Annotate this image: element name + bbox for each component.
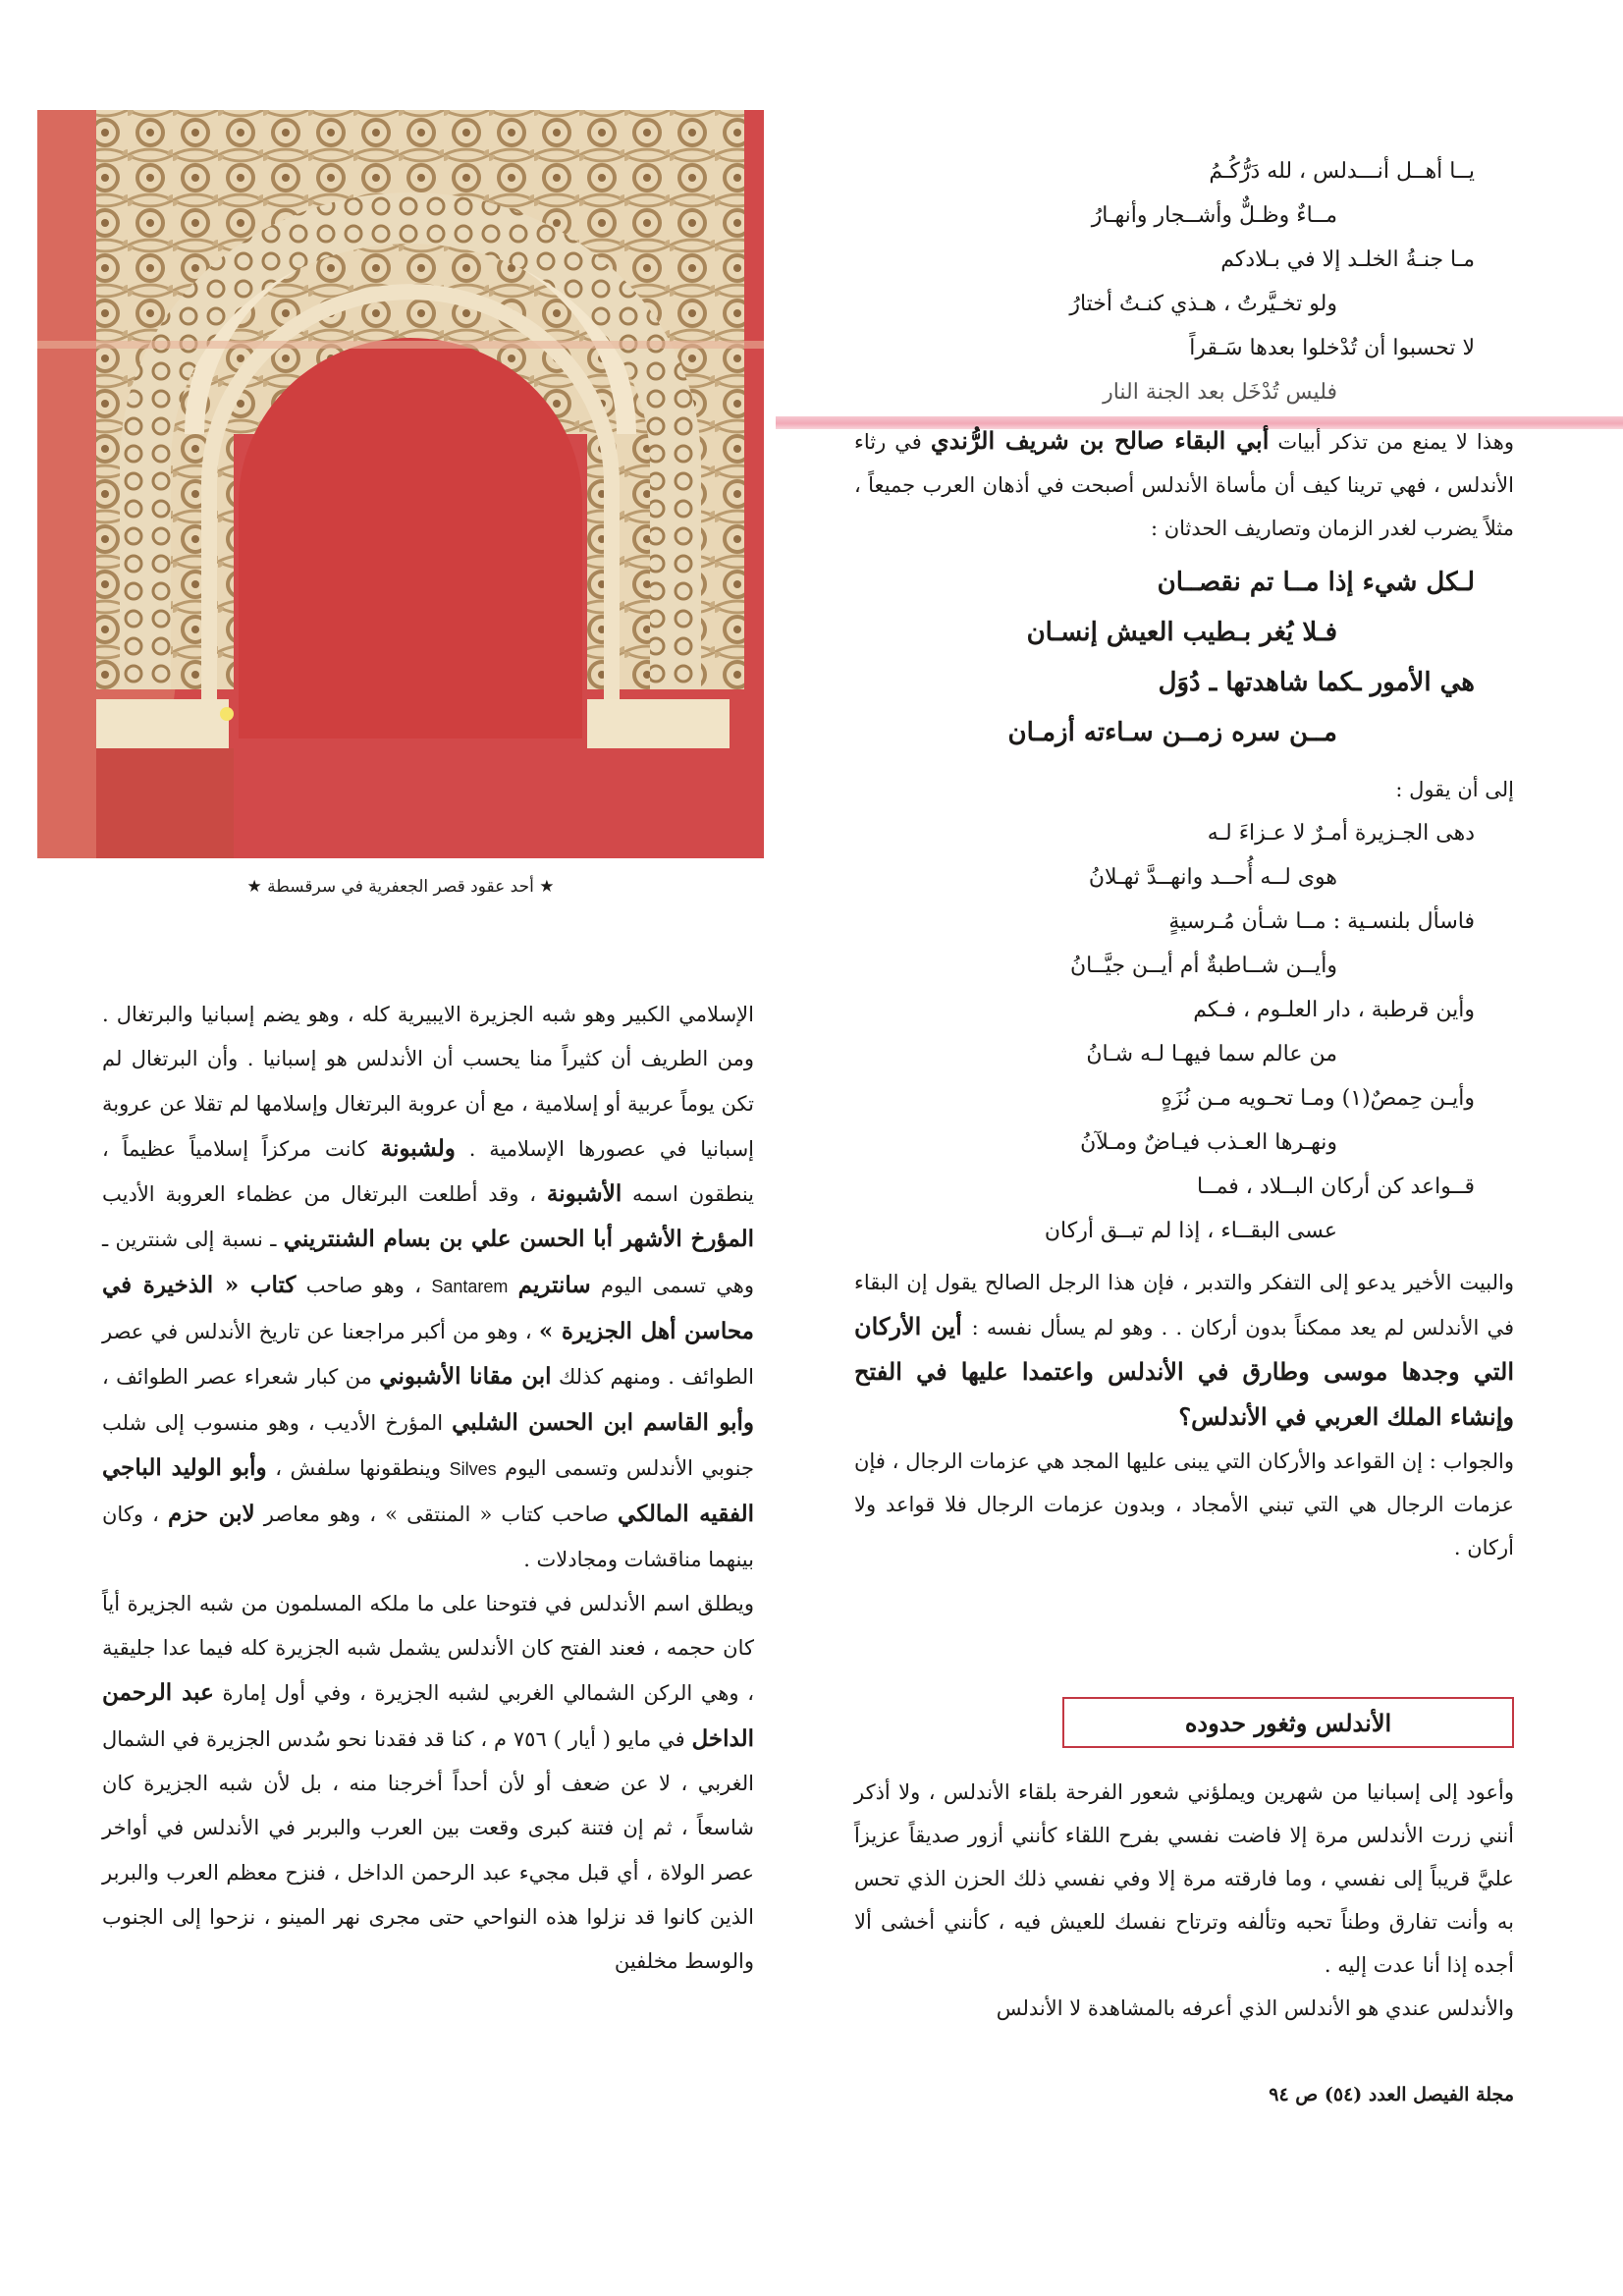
arch-photo	[37, 110, 764, 858]
poem1-line: مــاءٌ وظـلٌّ وأشــجار وأنهـارُ	[1091, 203, 1337, 228]
left-column	[102, 993, 754, 1985]
poem1-line: ولو تخـيَّرتُ ، هـذي كنـتُ أختارُ	[1069, 292, 1337, 316]
poem3-line: عسى البقــاء ، إذا لم تبــق أركان	[1044, 1219, 1337, 1243]
paragraph-return-spain: وأعود إلى إسبانيا من شهرين ويملؤني شعور الفرحة بلقاء الأندلس ، ولا أذكر أنني زرت الأندلس مرة إلا فاضت نفسي بفرح اللقاء كأنني أزور صديقاً عزيزاً عليَّ قريباً إلى نفسي ، وما فارقته مرة إلا وفي نفسي ذلك الحزن الذي تحس به وأنت تفارق وطناً تحبه وتألفه وترتاح نفسك للعيش فيه ، كأنني أخشى ألا أجده إذا أنا عدت إليه .	[854, 1780, 1514, 1977]
paragraph-rundi: وهذا لا يمنع من تذكر أبيات أبي البقاء صالح بن شريف الرُّندي في رثاء الأندلس ، فهي ترينا كيف أن مأساة الأندلس أصبحت في أذهان العرب جميعاً ، مثلاً يضرب لغدر الزمان وتصاريف الحدثان :	[854, 426, 1514, 540]
poem1-line: مـا جنـةُ الخلـد إلا في بـلادكم	[1220, 247, 1475, 272]
poem3-line: وأين قرطبة ، دار العلـوم ، فـكم	[1193, 998, 1475, 1022]
poem3-line: قــواعد كن أركان البــلاد ، فمــا	[1196, 1175, 1475, 1199]
poem3-line: فاسأل بلنسـية : مــا شـأن مُـرسيةٍ	[1168, 909, 1475, 934]
paragraph-answer: والجواب : إن القواعد والأركان التي يبنى عليها المجد هي عزمات الرجال ، فإن عزمات الرجال هي التي تبني الأمجاد ، وبدون عزمات الرجال فلا قواعد ولا أركان .	[854, 1449, 1514, 1559]
right-column	[854, 149, 1514, 1569]
poem1-line: فليس تُدْخَل بعد الجنة النار	[1103, 380, 1337, 405]
poem1-line: لا تحسبوا أن تُدْخلوا بعدها سَـقراً	[1189, 336, 1475, 360]
poem3-line: وأيـن حِمصٌ(١) ومـا تحـويه مـن نُزَهٍ	[1161, 1086, 1475, 1111]
poem2-line: فـلا يُغر بـطيب العيش إنسـان	[1026, 618, 1337, 647]
question-strong: أين الأركان التي وجدها موسى وطارق في الأندلس واعتمدا عليها في الفتح وإنشاء الملك العربي في الأندلس؟	[854, 1312, 1514, 1431]
poem3-line: من عالم سما فيهـا لـه شـانُ	[1086, 1042, 1337, 1066]
poem1-line: يــا أهــل أنـــدلس ، لله دَرُّكُـمُ	[1209, 159, 1475, 184]
poem2-line: لـكل شيء إذا مــا تم نقصــان	[1157, 568, 1475, 597]
paragraph-portugal: الإسلامي الكبير وهو شبه الجزيرة الايبيرية كله ، وهو يضم إسبانيا والبرتغال . ومن الطريف أن كثيراً منا يحسب أن الأندلس هو إسبانيا . وأن البرتغال لم تكن يوماً عربية أو إسلامية ، مع أن عروبة البرتغال وإسلامها لم تقلا عن عروبة إسبانيا في عصورها الإسلامية . ولشبونة كانت مركزاً إسلامياً عظيماً ، ينطقون اسمه الأشبونة ، وقد أطلعت البرتغال من عظماء العروبة الأديب المؤرخ الأشهر أبا الحسن علي بن بسام الشنتريني ـ نسبة إلى شنترين ـ وهي تسمى اليوم سانتريم Santarem ، وهو صاحب كتاب « الذخيرة في محاسن أهل الجزيرة » ، وهو من أكبر مراجعنا عن تاريخ الأندلس في عصر الطوائف . ومنهم كذلك ابن مقانا الأشبوني من كبار شعراء عصر الطوائف ، وأبو القاسم ابن الحسن الشلبي المؤرخ الأديب ، وهو منسوب إلى شلب جنوبي الأندلس وتسمى اليوم Silves وينطقونها سلفش ، وأبو الوليد الباجي الفقيه المالكي صاحب كتاب « المنتقى » ، وهو معاصر لابن حزم ، وكان بينهما مناقشات ومجادلات .	[102, 1003, 755, 1571]
paragraph-last-verse: والبيت الأخير يدعو إلى التفكر والتدبر ، فإن هذا الرجل الصالح يقول إن البقاء في الأندلس لم يعد ممكناً بدون أركان . . وهو لم يسأل نفسه : أين الأركان التي وجدها موسى وطارق في الأندلس واعتمدا عليها في الفتح وإنشاء الملك العربي في الأندلس؟	[854, 1271, 1514, 1431]
poem3-line: وأيــن شــاطبةٌ أم أيــن جيَّــانُ	[1069, 954, 1337, 978]
poem3-line: هوى لــه أُحــد وانهــدَّ ثهـلانُ	[1088, 865, 1337, 890]
poem3-line: دهى الجـزيرة أمـرٌ لا عـزاءَ لـه	[1207, 821, 1475, 846]
right-column-lower	[854, 1771, 1514, 2030]
poem3-line: ونهـرها العـذب فيـاضٌ ومـلآنُ	[1080, 1130, 1337, 1155]
paragraph-andalus-meaning: والأندلس عندي هو الأندلس الذي أعرفه بالمشاهدة لا الأندلس	[996, 1996, 1514, 2020]
paragraph-conquest: ويطلق اسم الأندلس في فتوحنا على ما ملكه المسلمون من شبه الجزيرة أياً كان حجمه ، فعند الفتح كان الأندلس يشمل شبه الجزيرة كله فيما عدا جليقية ، وهي الركن الشمالي الغربي لشبه الجزيرة ، وفي أول إمارة عبد الرحمن الداخل في مايو ( أيار ) ٧٥٦ م ، كنا قد فقدنا نحو سُدس الجزيرة في الشمال الغربي ، لا عن ضعف أو لأن أحداً أخرجنا منه ، بل لأن شبه الجزيرة كان شاسعاً ، ثم إن فتنة كبرى وقعت بين العرب والبربر في الأندلس في أواخر عصر الولاة ، أي قبل مجيء عبد الرحمن الداخل ، فنزح معظم العرب والبربر الذين كانوا قد نزلوا هذه النواحي حتى مجرى نهر المينو ، نزحوا إلى الجنوب والوسط مخلفين	[102, 1591, 755, 1974]
section-heading: الأندلس وثغور حدوده	[1062, 1697, 1514, 1748]
poem2-line: مــن سره زمــن سـاءته أزمـان	[1007, 718, 1337, 747]
page-footer: مجلة الفيصل العدد (٥٤) ص ٩٤	[1269, 2084, 1514, 2105]
transition-line: إلى أن يقول :	[1395, 778, 1514, 801]
poem2-line: هي الأمور ـكما شاهدتها ـ دُوَل	[1158, 668, 1475, 697]
photo-caption: ★ أحد عقود قصر الجعفرية في سرقسطة ★	[246, 877, 555, 897]
